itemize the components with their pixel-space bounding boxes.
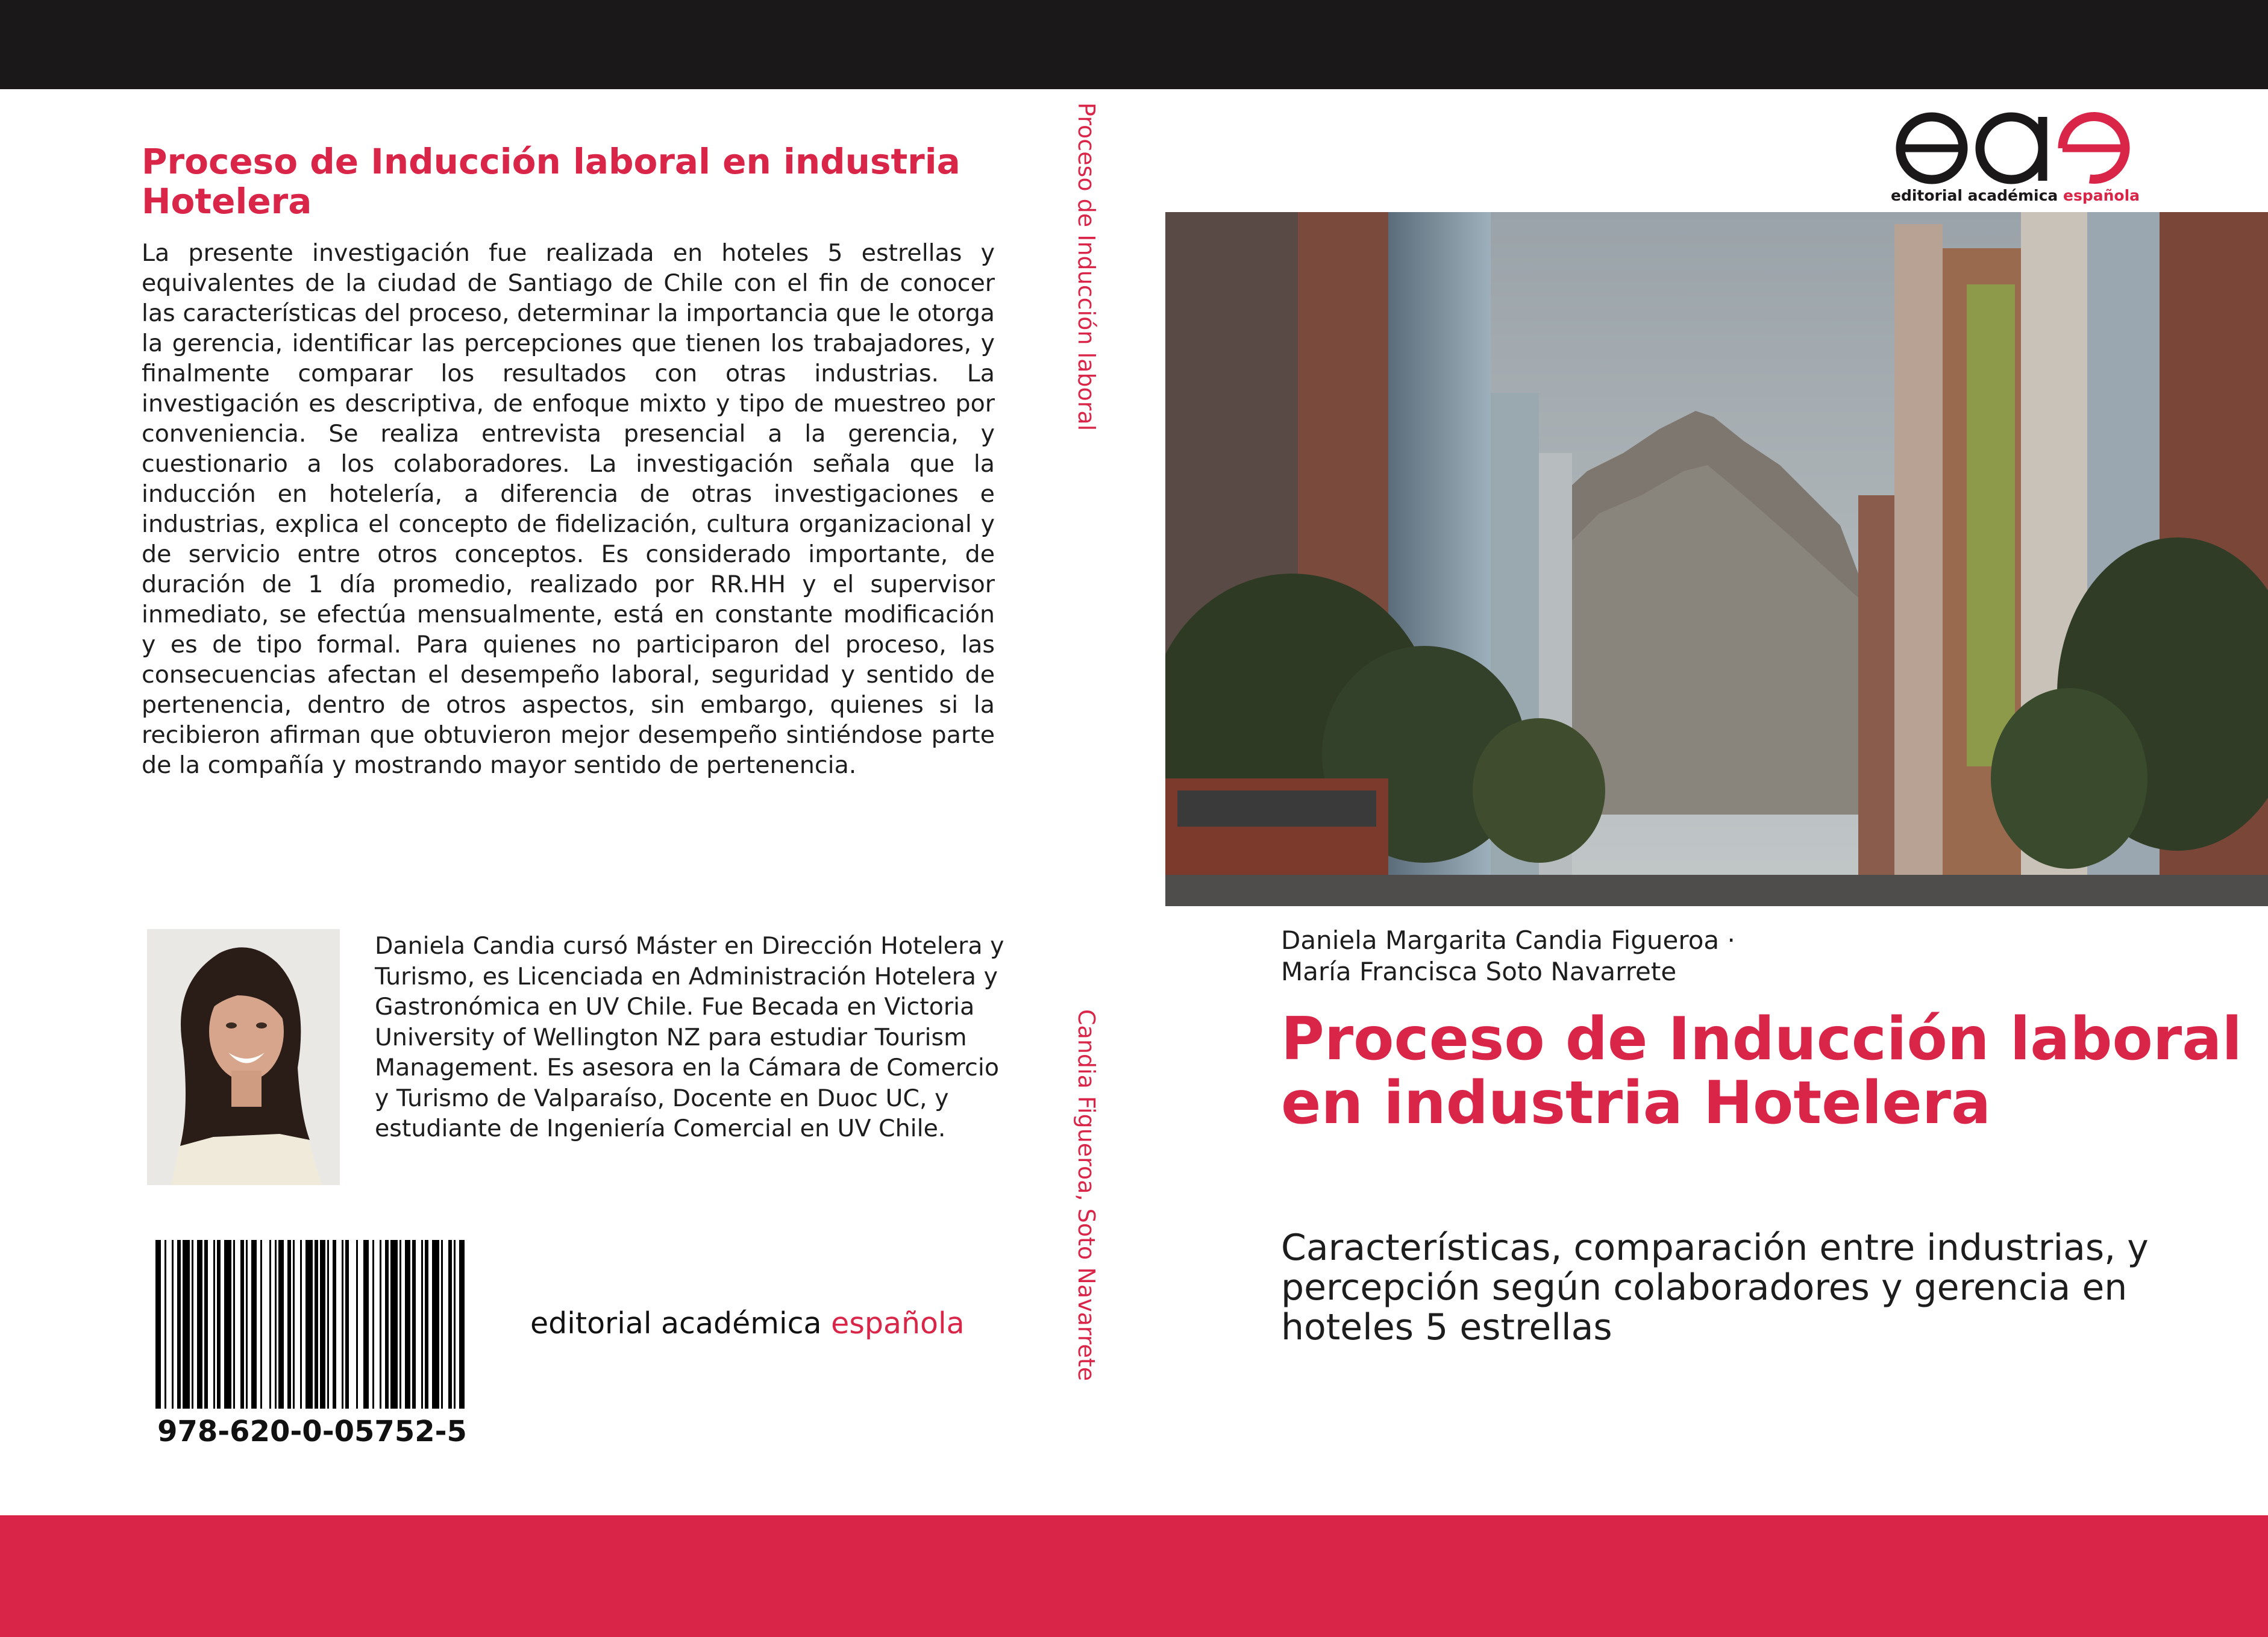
eae-logo-icon xyxy=(1891,110,2135,185)
top-dark-band xyxy=(0,0,2268,89)
publisher-logo xyxy=(1891,110,2140,212)
author-bio: Daniela Candia cursó Máster en Dirección Hotelera y Turismo, es Licenciada en Administración Hotelera y Gastronómica en UV Chile. Fue Becada en Victoria University of Wellington NZ para estudiar Tourism Management. Es asesora en la Cámara de Comercio y Turismo de Valparaíso, Docente en Duoc UC, y estudiante de Ingeniería Comercial en UV Chile. xyxy=(375,932,1004,1142)
isbn-barcode xyxy=(155,1240,468,1409)
logo-text: editorial académica española xyxy=(1891,187,2140,204)
isbn-number: 978-620-0-05752-5 xyxy=(157,1415,467,1448)
front-cover-title: Proceso de Inducción laboral en industria Hotelera xyxy=(1281,1005,2242,1138)
front-cover-authors xyxy=(1281,925,2221,988)
back-cover-blurb: La presente investigación fue realizada en hoteles 5 estrellas y equivalentes de la ciudad de Santiago de Chile con el fin de conocer las características del proceso, determinar la importancia que le otorga la gerencia, identificar las percepciones que tienen los trabajadores, y finalmente comparar los resultados con otras industrias. La investigación es descriptiva, de enfoque mixto y tipo de muestreo por conveniencia. Se realiza entrevista presencial a la gerencia, y cuestionario a los colaboradores. La investigación señala que la inducción en hotelería, a diferencia de otras investigaciones e industrias, explica el concepto de fidelización, cultura organizacional y de servicio entre otros conceptos. Es considerado importante, de duración de 1 día promedio, realizado por RR.HH y el supervisor inmediato, se efectúa mensualmente, está en constante modificación y es de tipo formal. Para quienes no participaron del proceso, las consecuencias afectan el desempeño laboral, seguridad y sentido de pertenencia, dentro de otros aspectos, sin embargo, quienes si la recibieron afirman que obtuvieron mejor desempeño sintiéndose parte de la compañía y mostrando mayor sentido de pertenencia. xyxy=(142,239,995,779)
author-2: María Francisca Soto Navarrete xyxy=(1281,957,1677,986)
author-1: Daniela Margarita Candia Figueroa · xyxy=(1281,925,1735,955)
back-cover-title: Proceso de Inducción laboral en industria Hotelera xyxy=(142,141,960,222)
spine-title: Proceso de Inducción laboral xyxy=(1073,102,1100,431)
publisher-name-back: editorial académica española xyxy=(530,1306,965,1341)
author-photo xyxy=(147,929,340,1185)
spine-authors: Candia Figueroa, Soto Navarrete xyxy=(1073,1009,1100,1382)
front-cover-subtitle: Características, comparación entre industrias, y percepción según colaboradores y gerencia en hoteles 5 estrellas xyxy=(1281,1227,2149,1348)
cover-photo-santiago-street xyxy=(1165,212,2268,906)
bottom-accent-band xyxy=(0,1515,2268,1637)
